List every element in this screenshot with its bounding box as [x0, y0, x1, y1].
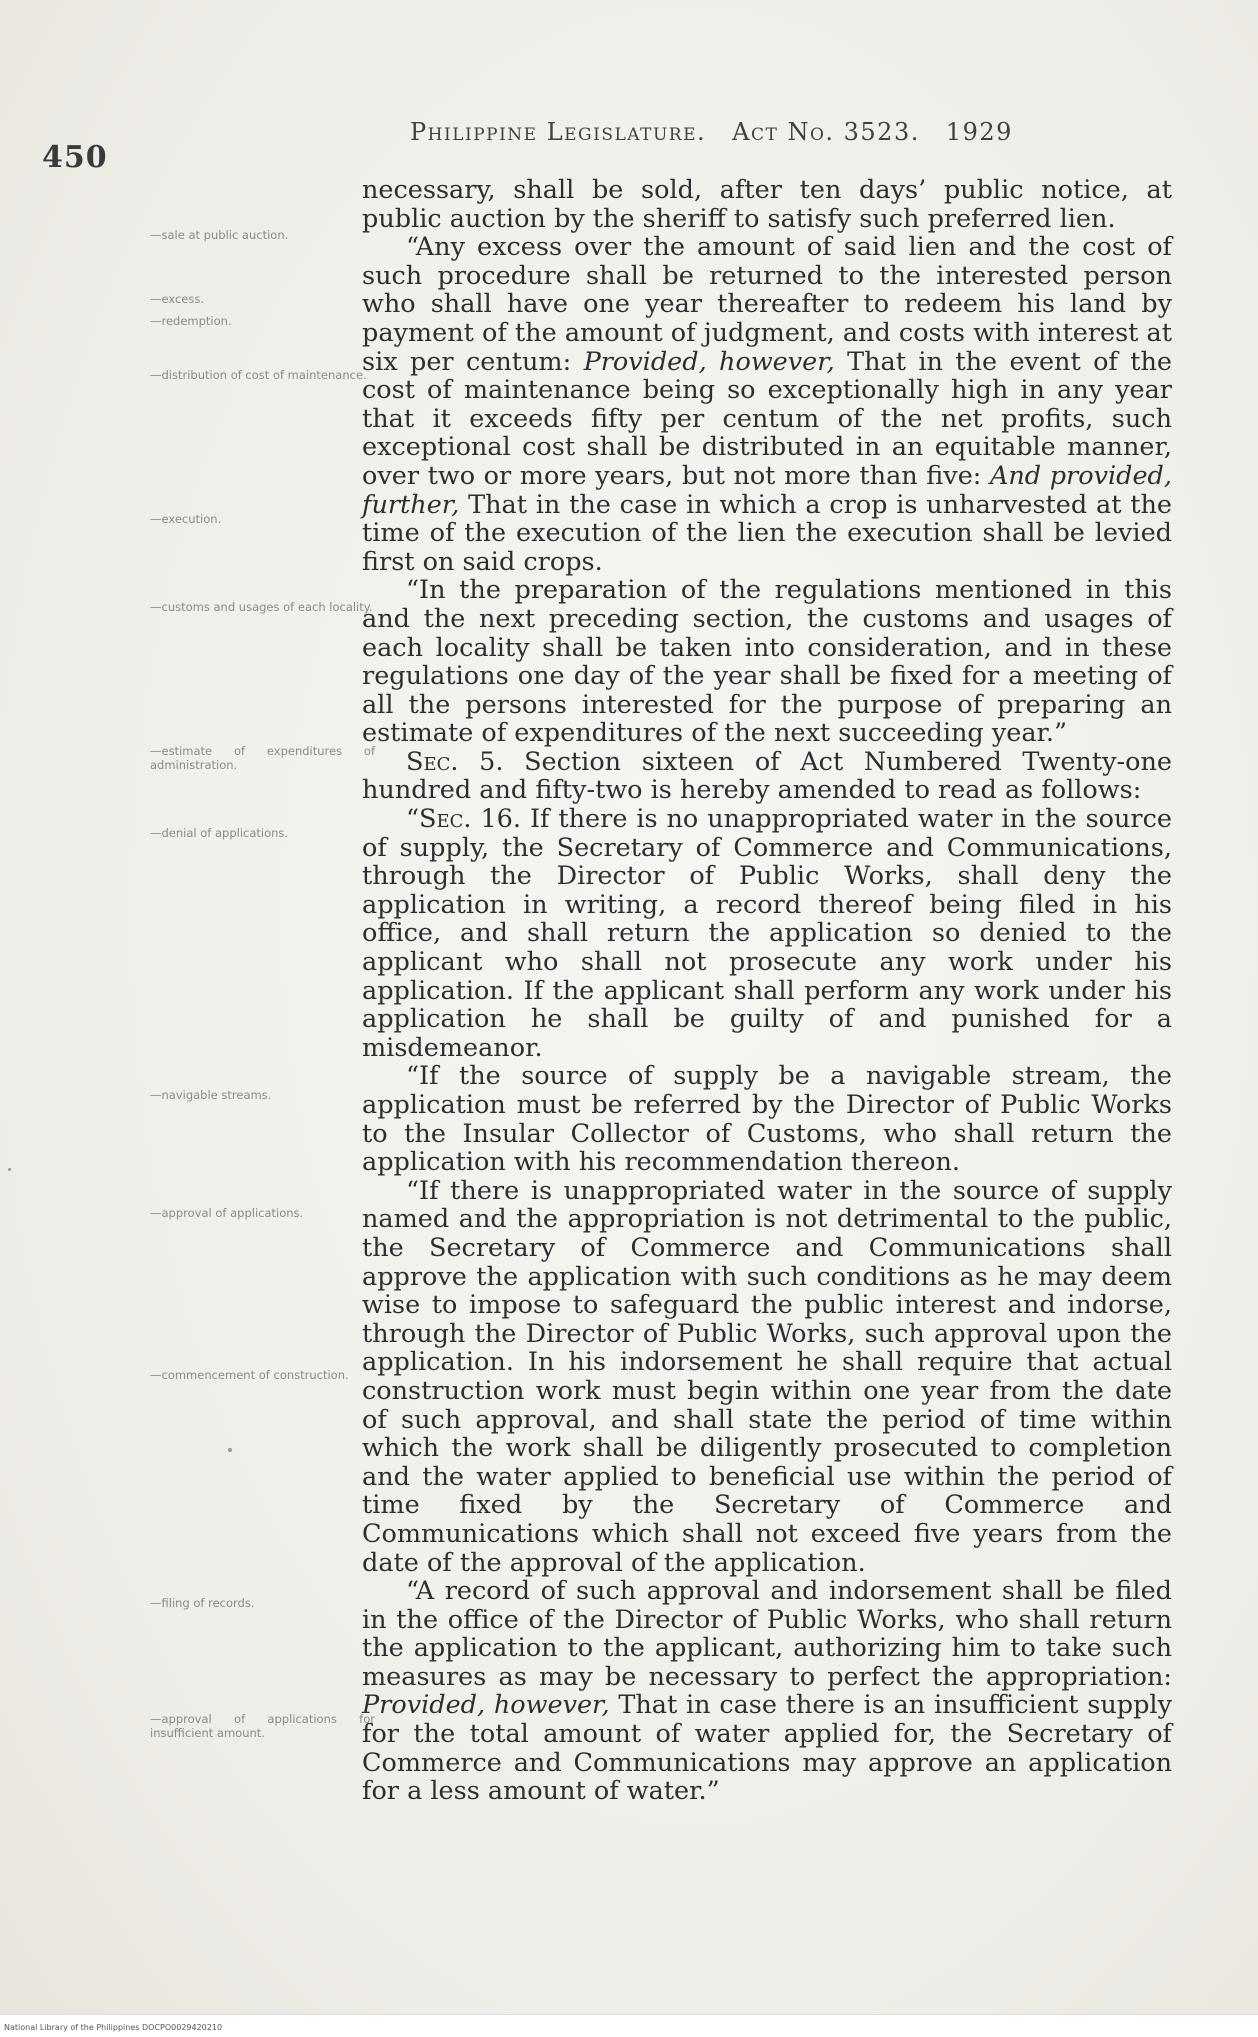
paragraph-regulations: “In the preparation of the regulations mentioned in this and the next preceding section, the customs and usages of each locality shall be taken into consideration, and in these regulations one day of the year shall be fixed for a meeting of all the persons interested for the purpose of preparing an estimate of expenditures of the next succeeding year.”: [362, 575, 1172, 749]
paragraph-sale: necessary, shall be sold, after ten days’ public notice, at public auction by the sheriff to satisfy such preferred lien.: [362, 175, 1172, 234]
paper-speck: [8, 1168, 11, 1171]
paragraph-navigable: “If the source of supply be a navigable stream, the application must be referred by the Director of Public Works to the Insular Collector of Customs, who shall return the application with his recommendation thereon.: [362, 1061, 1172, 1178]
paragraph-approval: “If there is unappropriated water in the source of supply named and the appropriation is not detrimental to the public, the Secretary of Commerce and Communications shall approve the application with such conditions as he may deem wise to impose to safeguard the public interest and indorse, through the Director of Public Works, such approval upon the application. In his indorsement he shall require that actual construction work must begin within one year from the date of such approval, and shall state the period of time within which the work shall be diligently prosecuted to completion and the water applied to beneficial use within the period of time fixed by the Secretary of Commerce and Communications which shall not exceed five years from the date of the approval of the application.: [362, 1175, 1172, 1578]
margin-note-distribution: —distribution of cost of maintenance.: [150, 368, 367, 382]
margin-note-estimate: —estimate of expenditures of administration.: [150, 744, 375, 772]
margin-note-redemption: —redemption.: [150, 314, 232, 328]
running-head-act: Act No. 3523.: [732, 118, 920, 146]
margin-note-navigable: —navigable streams.: [150, 1088, 272, 1102]
margin-note-commencement: —commencement of construction.: [150, 1368, 349, 1382]
paragraph-record: “A record of such approval and indorsement shall be filed in the office of the Director of Public Works, who shall return the application to the applicant, authorizing him to take such measures as may be necessary to perfect the appropriation: Provided, however, That in case there is an insufficient supply for the total amount of water applied for, the Secretary of Commerce and Communications may approve an application for a less amount of water.”: [362, 1576, 1172, 1807]
footer-credit: National Library of the Philippines DOCPO0029420210: [4, 2023, 223, 2032]
margin-note-sale: —sale at public auction.: [150, 228, 289, 242]
paper-speck: [228, 1448, 232, 1452]
page-number: 450: [42, 140, 108, 175]
running-head-legislature: Philippine Legislature.: [410, 118, 707, 146]
margin-note-filing: —filing of records.: [150, 1596, 255, 1610]
margin-note-execution: —execution.: [150, 512, 222, 526]
margin-note-insufficient: —approval of applications for insufficient amount.: [150, 1712, 375, 1740]
margin-note-excess: —excess.: [150, 292, 205, 306]
running-head: [410, 118, 1170, 146]
margin-note-customs: —customs and usages of each locality.: [150, 600, 373, 614]
margin-note-denial: —denial of applications.: [150, 826, 289, 840]
body-text: [362, 176, 1172, 1806]
running-head-year: 1929: [945, 118, 1013, 146]
paragraph-excess: “Any excess over the amount of said lien and the cost of such procedure shall be returned to the interested person who shall have one year thereafter to redeem his land by payment of the amount of judgment, and costs with interest at six per centum: Provided, however, That in the event of the cost of maintenance being so exceptionally high in any year that it exceeds fifty per centum of the net profits, such exceptional cost shall be distributed in an equitable manner, over two or more years, but not more than five: And provided, further, That in the case in which a crop is unharvested at the time of the execution of the lien the execution shall be levied first on said crops.: [362, 232, 1172, 577]
paragraph-section-5: Sec. 5. Section sixteen of Act Numbered Twenty-one hundred and fifty-two is hereby amended to read as follows:: [362, 746, 1172, 806]
margin-note-approval: —approval of applications.: [150, 1206, 304, 1220]
paragraph-section-16: “Sec. 16. If there is no unappropriated water in the source of supply, the Secretary of Commerce and Communications, through the Director of Public Works, shall deny the application in writing, a record thereof being filed in his office, and shall return the application so denied to the applicant who shall not prosecute any work under his application. If the applicant shall perform any work under his application he shall be guilty of and punished for a misdemeanor.: [362, 804, 1172, 1063]
